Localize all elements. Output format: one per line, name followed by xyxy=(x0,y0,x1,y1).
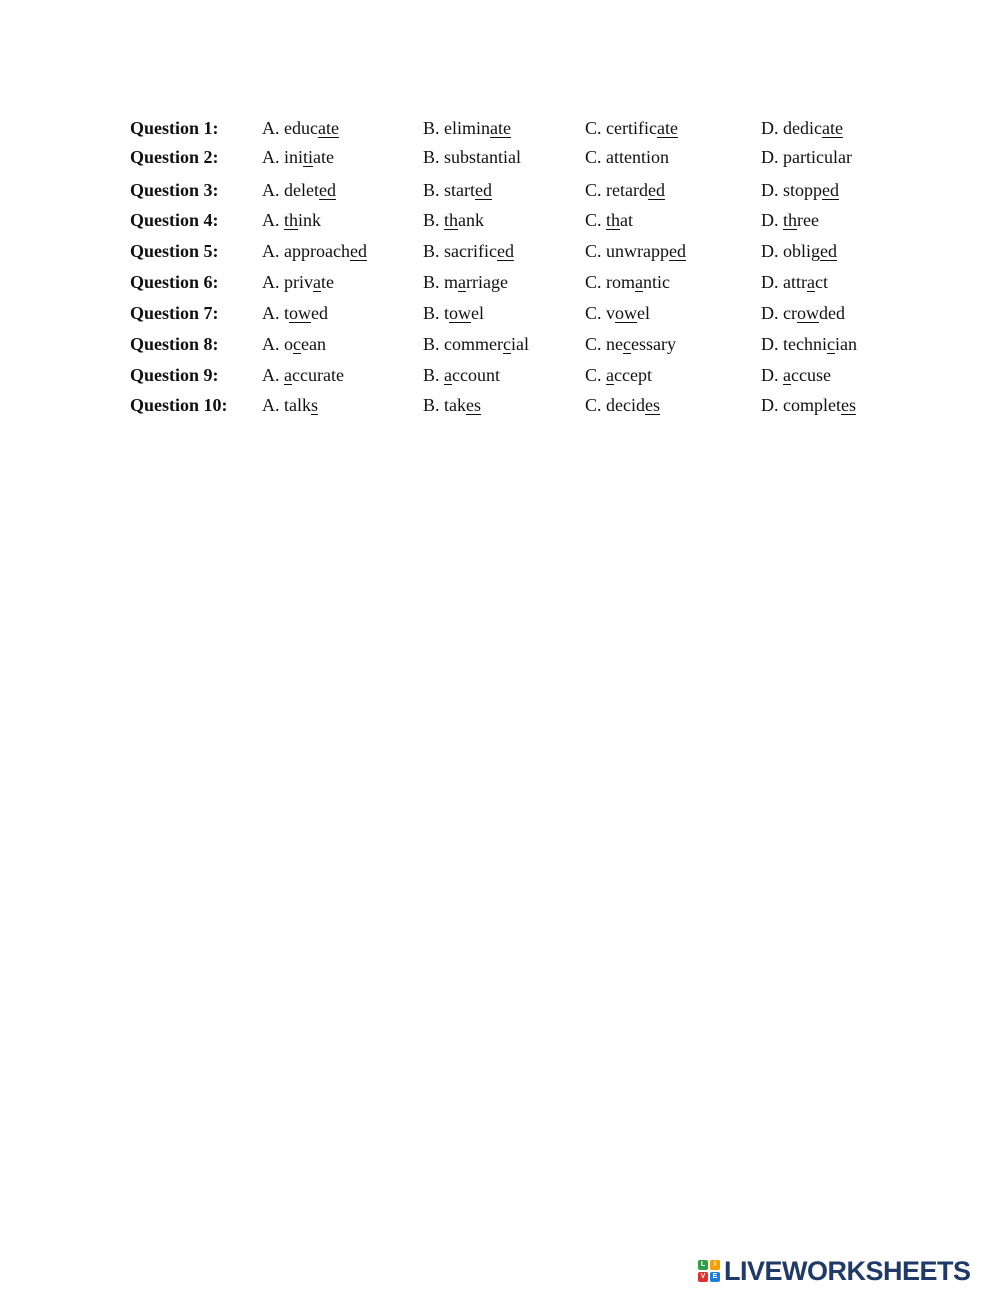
question-row xyxy=(0,330,1000,358)
option-b: B. account xyxy=(423,365,500,385)
liveworksheets-logo-icon xyxy=(698,1260,720,1282)
option-c: C. accept xyxy=(585,365,652,385)
option-b: B. substantial xyxy=(423,147,522,167)
option-d: D. attract xyxy=(761,272,828,292)
question-label: Question 6: xyxy=(130,272,219,292)
option-c: C. decides xyxy=(585,395,660,415)
option-a: A. deleted xyxy=(262,180,336,200)
question-row xyxy=(0,361,1000,389)
option-d: D. completes xyxy=(761,395,856,415)
question-row xyxy=(0,143,1000,171)
option-b: B. marriage xyxy=(423,272,508,292)
option-b: B. eliminate xyxy=(423,118,511,138)
option-a: A. talks xyxy=(262,395,319,415)
option-d: D. technician xyxy=(761,334,857,354)
option-d: D. obliged xyxy=(761,241,838,261)
question-label: Question 8: xyxy=(130,334,219,354)
option-c: C. retarded xyxy=(585,180,665,200)
question-row xyxy=(0,391,1000,419)
option-d: D. three xyxy=(761,210,819,230)
question-row xyxy=(0,268,1000,296)
question-row xyxy=(0,114,1000,142)
option-b: B. thank xyxy=(423,210,485,230)
question-row xyxy=(0,237,1000,265)
option-d: D. stopped xyxy=(761,180,840,200)
option-c: C. that xyxy=(585,210,634,230)
option-b: B. takes xyxy=(423,395,482,415)
option-a: A. accurate xyxy=(262,365,344,385)
option-a: A. initiate xyxy=(262,147,335,167)
option-b: B. commercial xyxy=(423,334,529,354)
question-label: Question 1: xyxy=(130,118,219,138)
option-c: C. attention xyxy=(585,147,669,167)
liveworksheets-watermark xyxy=(698,1256,971,1286)
question-label: Question 9: xyxy=(130,365,219,385)
option-c: C. romantic xyxy=(585,272,671,292)
question-label: Question 2: xyxy=(130,147,219,167)
question-row xyxy=(0,206,1000,234)
option-a: A. approached xyxy=(262,241,367,261)
option-b: B. started xyxy=(423,180,493,200)
logo-tile: E xyxy=(710,1272,720,1282)
option-a: A. private xyxy=(262,272,334,292)
option-c: C. necessary xyxy=(585,334,676,354)
option-a: A. ocean xyxy=(262,334,326,354)
option-a: A. think xyxy=(262,210,322,230)
watermark-text: LIVEWORKSHEETS xyxy=(724,1255,971,1286)
option-b: B. towel xyxy=(423,303,485,323)
question-row xyxy=(0,176,1000,204)
question-label: Question 5: xyxy=(130,241,219,261)
option-a: A. towed xyxy=(262,303,329,323)
option-d: D. particular xyxy=(761,147,852,167)
option-d: D. crowded xyxy=(761,303,845,323)
logo-tile: V xyxy=(698,1272,708,1282)
option-d: D. dedicate xyxy=(761,118,843,138)
option-c: C. vowel xyxy=(585,303,651,323)
option-c: C. certificate xyxy=(585,118,678,138)
option-b: B. sacrificed xyxy=(423,241,514,261)
question-row xyxy=(0,299,1000,327)
option-c: C. unwrapped xyxy=(585,241,686,261)
question-label: Question 3: xyxy=(130,180,219,200)
option-d: D. accuse xyxy=(761,365,831,385)
logo-tile: L xyxy=(698,1260,708,1270)
question-label: Question 7: xyxy=(130,303,219,323)
option-a: A. educate xyxy=(262,118,339,138)
logo-tile: I xyxy=(710,1260,720,1270)
question-label: Question 10: xyxy=(130,395,228,415)
question-label: Question 4: xyxy=(130,210,219,230)
